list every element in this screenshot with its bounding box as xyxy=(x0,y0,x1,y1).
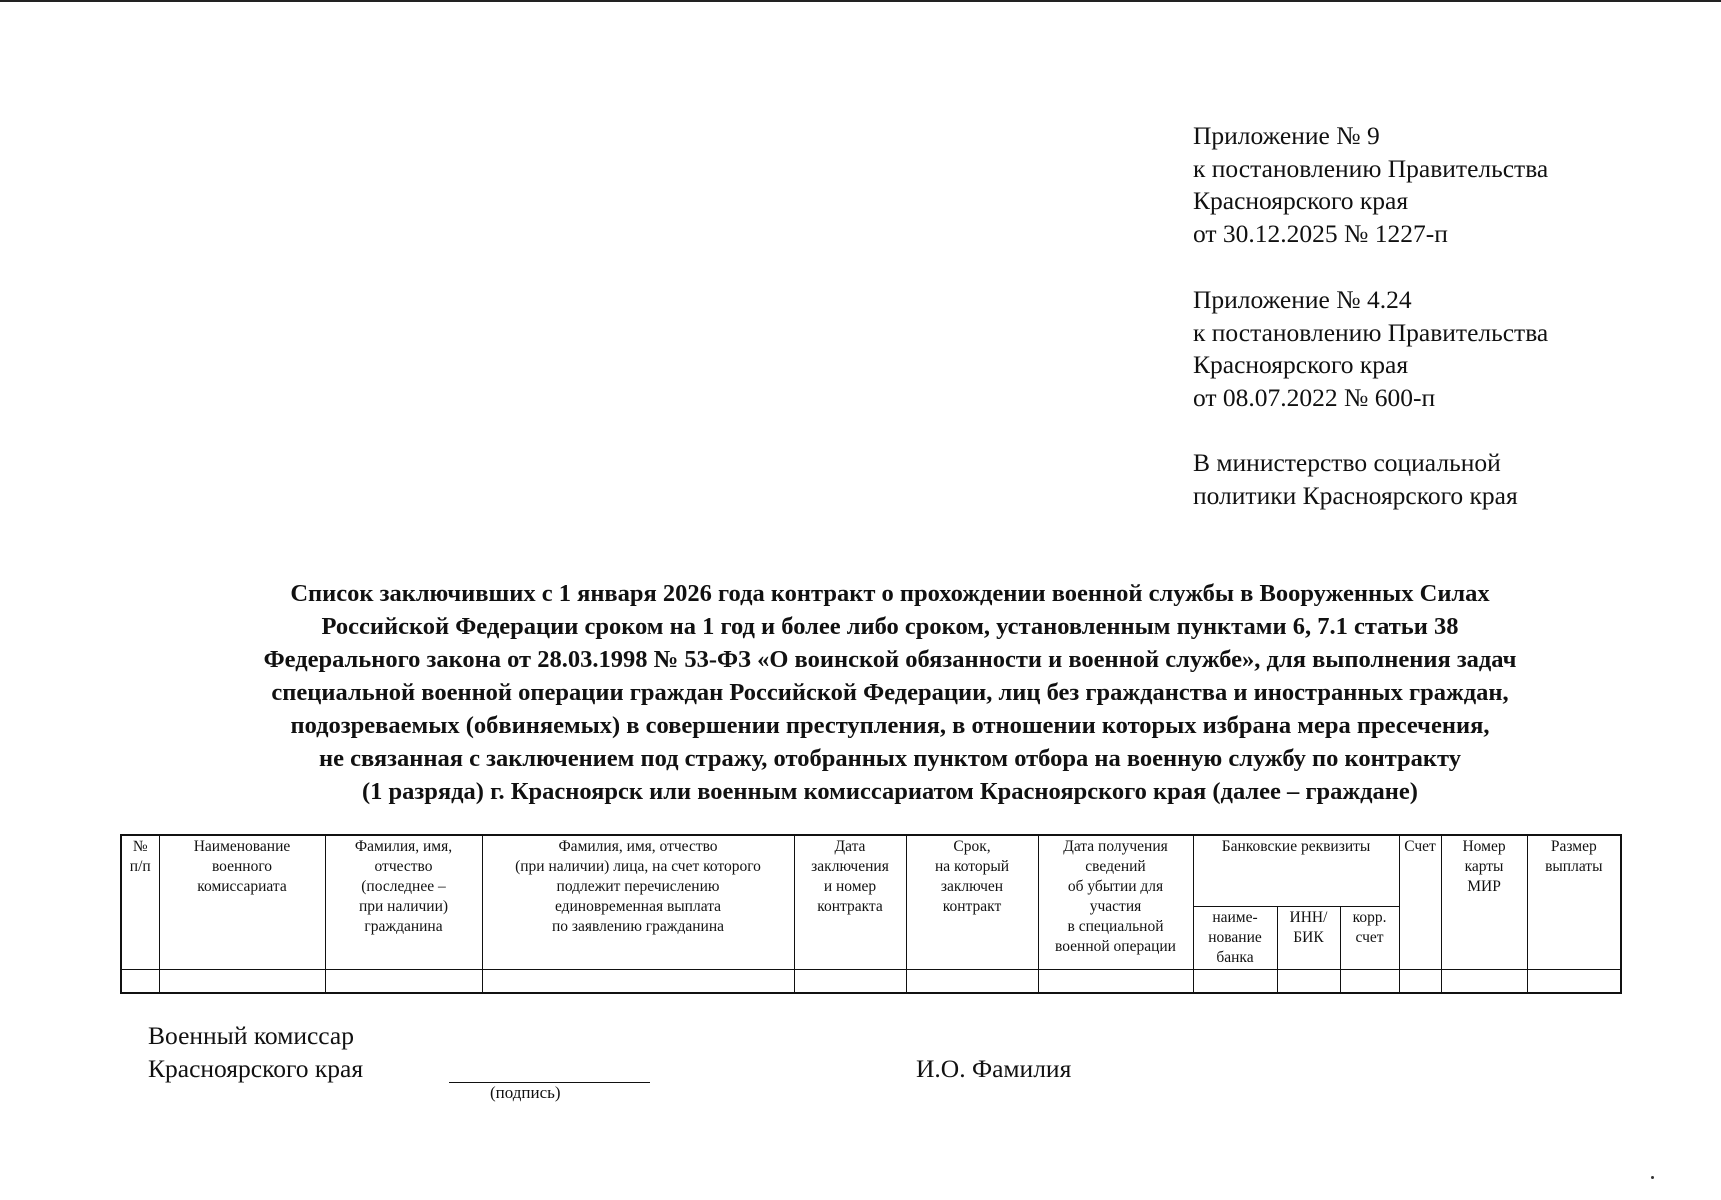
col-header-citizen-name: Фамилия, имя, отчество (последнее – при наличии) гражданина xyxy=(325,835,482,970)
col-header-payee-name: Фамилия, имя, отчество (при наличии) лица, на счет которого подлежит перечислению единовременная выплата по заявлению гражданина xyxy=(482,835,794,970)
title-line: не связанная с заключением под стражу, отобранных пунктом отбора на военную службу по контракту xyxy=(319,745,1461,772)
signature-caption: (подпись) xyxy=(490,1083,561,1102)
col-header-inn-bik: ИНН/ БИК xyxy=(1277,907,1340,970)
col-header-contract-date: Дата заключения и номер контракта xyxy=(794,835,906,970)
table-cell xyxy=(1340,970,1399,994)
title-line: подозреваемых (обвиняемых) в совершении преступления, в отношении которых избрана мера пресечения, xyxy=(290,712,1490,739)
appendix-4-24-line: к постановлению Правительства xyxy=(1193,317,1549,347)
document-title xyxy=(60,577,1720,808)
appendix-9-line: от 30.12.2025 № 1227-п xyxy=(1193,218,1448,248)
signatory-position-line: Военный комиссар xyxy=(148,1021,354,1050)
register-table xyxy=(120,834,1622,994)
table-cell xyxy=(1277,970,1340,994)
signatory-position-line: Красноярского края xyxy=(148,1054,364,1083)
table-cell xyxy=(1441,970,1527,994)
col-header-number: № п/п xyxy=(121,835,159,970)
table-cell xyxy=(906,970,1038,994)
col-header-card-number: Номер карты МИР xyxy=(1441,835,1527,970)
col-header-info-date: Дата получения сведений об убытии для участия в специальной военной операции xyxy=(1038,835,1193,970)
title-line: Федерального закона от 28.03.1998 № 53-ФЗ «О воинской обязанности и военной службе», для выполнения задач xyxy=(263,646,1517,673)
table-cell xyxy=(482,970,794,994)
signatory-name: И.О. Фамилия xyxy=(916,1054,1072,1083)
appendix-4-24-line: от 08.07.2022 № 600-п xyxy=(1193,382,1436,412)
title-line: (1 разряда) г. Красноярск или военным комиссариатом Красноярского края (далее – граждане) xyxy=(362,778,1418,805)
table-cell xyxy=(1527,970,1621,994)
addressee-line: политики Красноярского края xyxy=(1193,480,1518,510)
col-header-payment-amount: Размер выплаты xyxy=(1527,835,1621,970)
col-header-bank-details: Банковские реквизиты xyxy=(1193,835,1399,907)
table-cell xyxy=(325,970,482,994)
title-line: Российской Федерации сроком на 1 год и более либо сроком, установленным пунктами 6, 7.1 статьи 38 xyxy=(321,613,1459,640)
table-cell xyxy=(794,970,906,994)
table-cell xyxy=(1038,970,1193,994)
addressee xyxy=(1193,447,1693,512)
signatory-position xyxy=(148,1019,363,1085)
table-row xyxy=(121,970,1621,994)
appendix-4-24-header xyxy=(1193,284,1693,414)
col-header-commissariat: Наименование военного комиссариата xyxy=(159,835,325,970)
appendix-4-24-line: Приложение № 4.24 xyxy=(1193,285,1412,314)
appendix-9-header xyxy=(1193,120,1693,250)
appendix-4-24-line: Красноярского края xyxy=(1193,350,1409,379)
scan-top-border xyxy=(0,0,1721,2)
title-line: специальной военной операции граждан Российской Федерации, лиц без гражданства и иностранных граждан, xyxy=(271,679,1509,706)
scan-speck xyxy=(1651,1176,1654,1179)
table-cell xyxy=(121,970,159,994)
table-cell xyxy=(1193,970,1277,994)
col-header-contract-term: Срок, на который заключен контракт xyxy=(906,835,1038,970)
appendix-9-line: Красноярского края xyxy=(1193,186,1409,215)
table-cell xyxy=(159,970,325,994)
appendix-9-line: к постановлению Правительства xyxy=(1193,153,1549,183)
table-header-row xyxy=(121,835,1621,907)
appendix-9-line: Приложение № 9 xyxy=(1193,121,1380,150)
addressee-line: В министерство социальной xyxy=(1193,448,1501,477)
col-header-account: Счет xyxy=(1399,835,1441,970)
table-cell xyxy=(1399,970,1441,994)
col-header-bank-name: наиме- нование банка xyxy=(1193,907,1277,970)
title-line: Список заключивших с 1 января 2026 года контракт о прохождении военной службы в Вооруженных Силах xyxy=(290,580,1490,607)
col-header-corr-account: корр. счет xyxy=(1340,907,1399,970)
